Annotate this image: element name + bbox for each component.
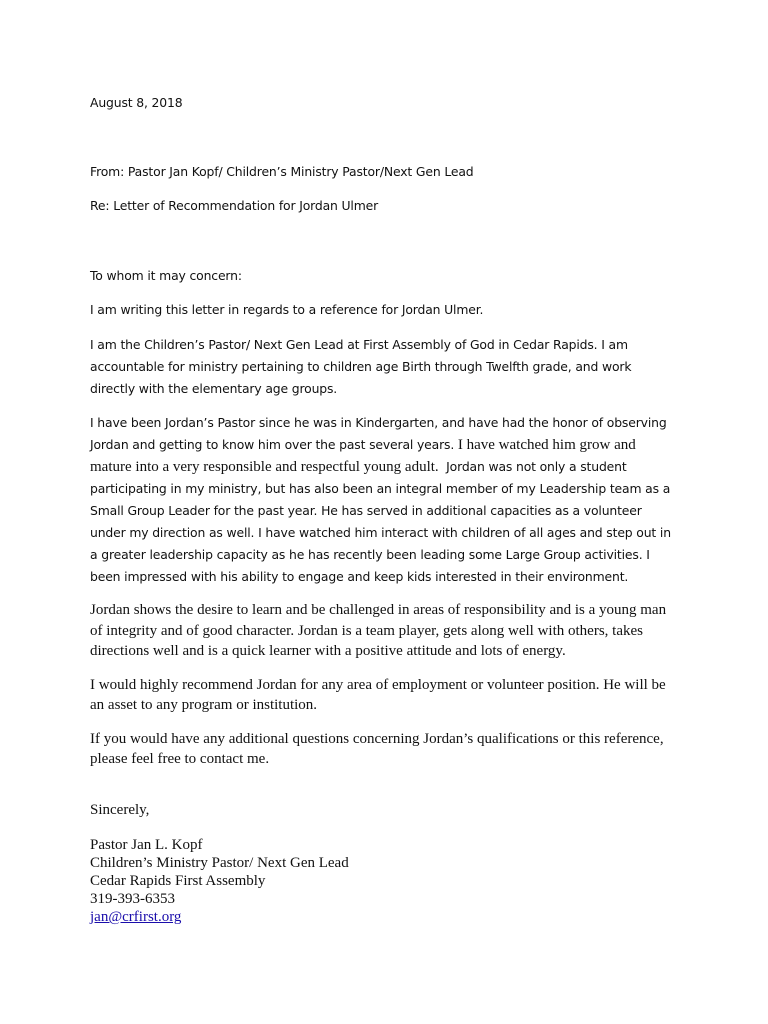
paragraph-line: a greater leadership capacity as he has recently been leading some Large Group activities. I [90, 547, 650, 562]
paragraph-line: accountable for ministry pertaining to children age Birth through Twelfth grade, and work [90, 359, 632, 374]
paragraph-line: Jordan shows the desire to learn and be challenged in areas of responsibility and is a young man [90, 602, 667, 618]
paragraph-line: If you would have any additional questions concerning Jordan’s qualifications or this reference, [90, 731, 664, 747]
paragraph-line: under my direction as well. I have watched him interact with children of all ages and step out in [90, 525, 671, 540]
email-link[interactable]: jan@crfirst.org [90, 909, 182, 925]
paragraph-line [90, 456, 627, 478]
paragraph-line-part: Jordan was not only a student [446, 459, 627, 474]
paragraph-line-part: Jordan and getting to know him over the past several years. [90, 437, 455, 452]
paragraph-line: an asset to any program or institution. [90, 697, 318, 713]
intro-line: I am writing this letter in regards to a reference for Jordan Ulmer. [90, 302, 484, 317]
letter-date: August 8, 2018 [90, 95, 183, 110]
paragraph-line [90, 434, 636, 456]
paragraph-line: directly with the elementary age groups. [90, 381, 338, 396]
signature-email-line [90, 908, 181, 926]
paragraph-line: Small Group Leader for the past year. He has served in additional capacities as a volunteer [90, 503, 642, 518]
re-line: Re: Letter of Recommendation for Jordan Ulmer [90, 198, 379, 213]
signature-phone: 319-393-6353 [90, 891, 175, 907]
paragraph-line: of integrity and of good character. Jordan is a team player, gets along well with others, takes [90, 623, 643, 639]
paragraph-line: I would highly recommend Jordan for any area of employment or volunteer position. He will be [90, 677, 666, 693]
salutation: To whom it may concern: [90, 268, 242, 283]
paragraph-line: participating in my ministry, but has also been an integral member of my Leadership team as a [90, 481, 671, 496]
paragraph-line: I am the Children’s Pastor/ Next Gen Lead at First Assembly of God in Cedar Rapids. I am [90, 337, 628, 352]
closing: Sincerely, [90, 802, 150, 818]
paragraph-line-part: mature into a very responsible and respectful young adult. [90, 459, 447, 475]
paragraph-line-part: I have watched him grow and [454, 437, 636, 453]
signature-organization: Cedar Rapids First Assembly [90, 873, 266, 889]
paragraph-line: directions well and is a quick learner with a positive attitude and lots of energy. [90, 643, 566, 659]
signature-title: Children’s Ministry Pastor/ Next Gen Lead [90, 855, 349, 871]
paragraph-line: I have been Jordan’s Pastor since he was in Kindergarten, and have had the honor of observing [90, 415, 667, 430]
signature-name: Pastor Jan L. Kopf [90, 837, 203, 853]
from-line: From: Pastor Jan Kopf/ Children’s Ministry Pastor/Next Gen Lead [90, 164, 474, 179]
paragraph-line: been impressed with his ability to engage and keep kids interested in their environment. [90, 569, 629, 584]
paragraph-line: please feel free to contact me. [90, 751, 270, 767]
